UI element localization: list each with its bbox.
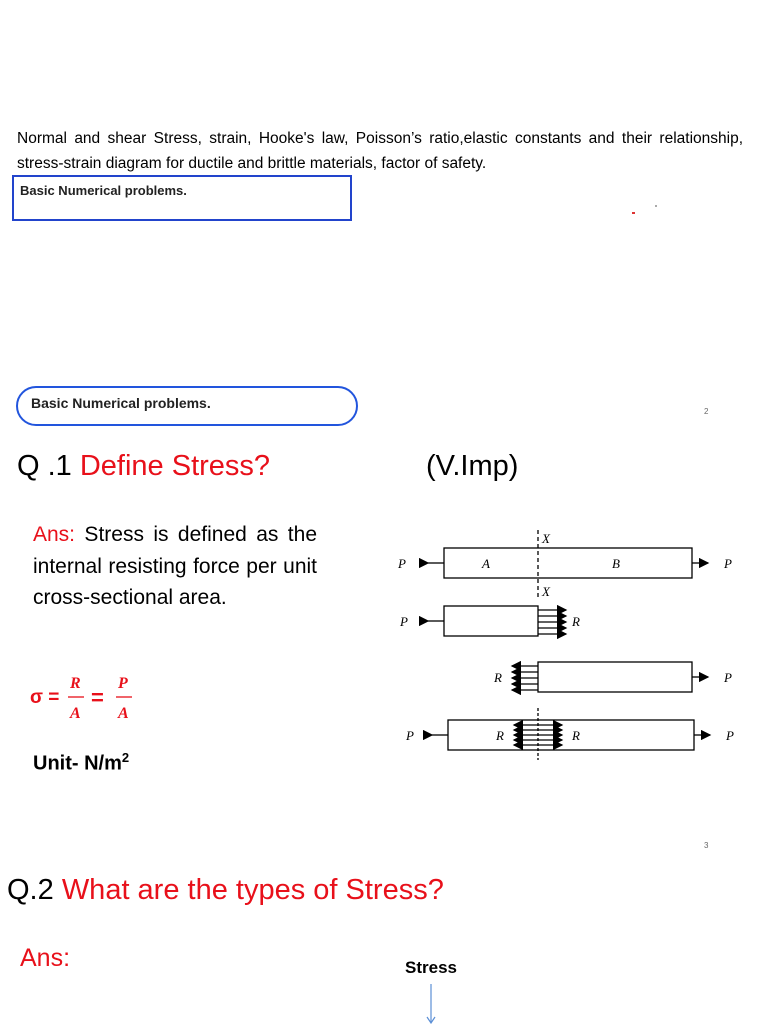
label-x: X [542,531,550,546]
stress-bar-diagram [386,522,746,762]
label-a: A [482,556,490,571]
page-number: 2 [704,407,709,416]
flowchart-root: Stress [405,958,457,977]
unit-label: Unit- N/m [33,752,122,775]
question-2 [7,874,444,907]
label-b: B [612,556,620,571]
label-r: R [572,728,580,743]
box-label: Basic Numerical problems. [20,183,187,198]
answer-text: Stress is defined as the internal resisting force per unit cross-sectional area. [33,523,317,609]
answer-1 [33,519,317,614]
question-1 [17,450,270,483]
label-p: P [724,556,732,571]
answer-label: Ans: [33,523,76,546]
label-p: P [406,728,414,743]
unit-exponent: 2 [121,750,130,765]
label-p: P [398,556,406,571]
question-text: Define Stress? [79,450,271,482]
box-label: Basic Numerical problems. [31,395,211,411]
unit-text [33,750,129,776]
label-r: R [572,614,580,629]
label-r: R [496,728,504,743]
question-number: Q .1 [17,450,80,482]
page-number: 3 [704,841,709,850]
label-p: P [400,614,408,629]
formula-sigma: σ = [30,687,60,708]
stray-mark [655,205,657,207]
label-p: P [724,670,732,685]
stress-formula [30,672,140,722]
question-text: What are the types of Stress? [61,874,444,906]
importance-tag: (V.Imp) [426,450,519,482]
label-r: R [494,670,502,685]
formula-a2: A [118,705,129,722]
down-arrow-icon [424,984,438,1024]
formula-r: R [70,675,81,692]
question-number: Q.2 [7,874,62,906]
stray-mark [632,212,635,214]
formula-a: A [70,705,81,722]
answer-label: Ans: [20,944,71,972]
label-x: X [542,584,550,599]
formula-p: P [118,675,128,692]
highlight-box [12,175,352,221]
formula-equals: = [91,685,104,710]
label-p: P [726,728,734,743]
syllabus-text: Normal and shear Stress, strain, Hooke's law, Poisson’s ratio,elastic constants and their relationship, stress-strain diagram for ductile and brittle materials, factor of safety. [17,130,743,172]
